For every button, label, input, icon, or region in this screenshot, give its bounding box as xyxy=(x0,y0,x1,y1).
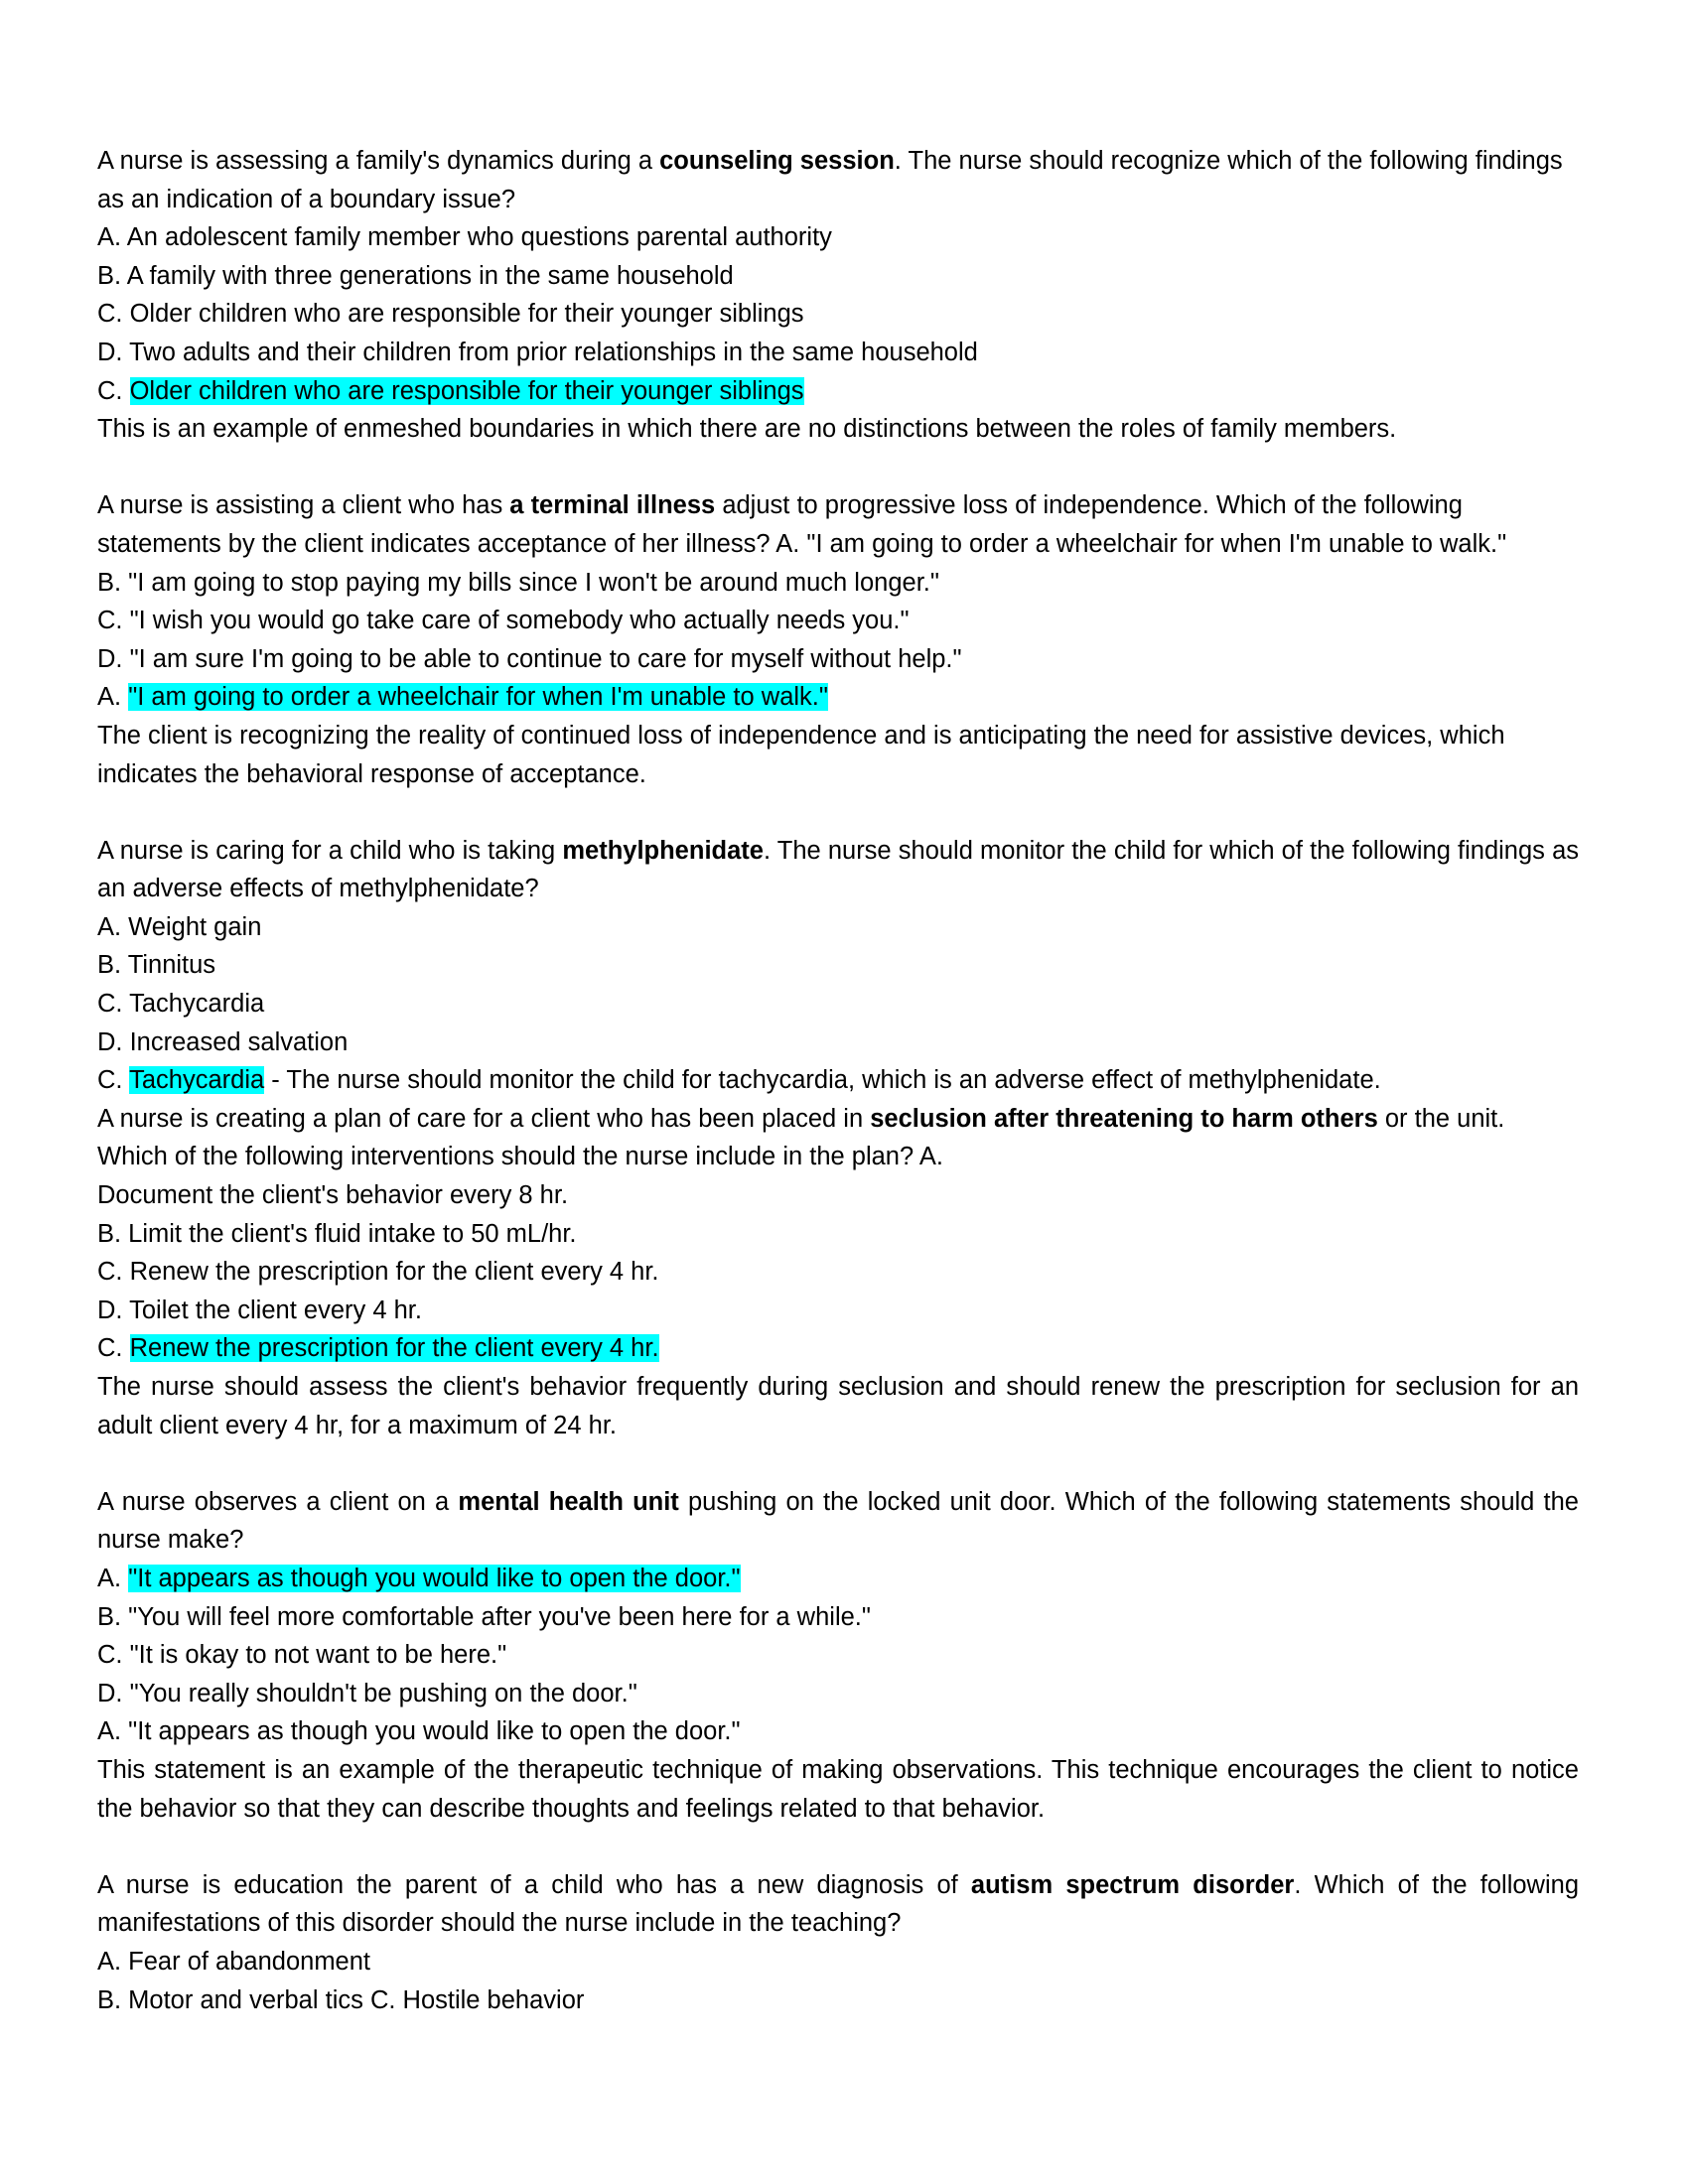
highlighted-answer: "I am going to order a wheelchair for when I'm unable to walk." xyxy=(128,683,828,712)
rationale: The nurse should assess the client's behavior frequently during seclusion and should renew the prescription for seclusion for an adult client every 4 hr, for a maximum of 24 hr. xyxy=(97,1373,1579,1439)
rationale: This is an example of enmeshed boundaries in which there are no distinctions between the roles of family members. xyxy=(97,415,1397,444)
document-body xyxy=(97,142,1579,2019)
option-d: D. "I am sure I'm going to be able to continue to care for myself without help." xyxy=(97,644,962,673)
option-c: C. Tachycardia xyxy=(97,990,265,1019)
option-c: C. Older children who are responsible for their younger siblings xyxy=(97,300,804,329)
question-2 xyxy=(97,486,1579,793)
stem-keyword: autism spectrum disorder xyxy=(970,1870,1295,1899)
answer-line: A. "I am going to order a wheelchair for when I'm unable to walk." xyxy=(97,683,828,712)
stem-keyword: counseling session xyxy=(659,147,895,175)
option-d: D. Two adults and their children from prior relationships in the same household xyxy=(97,338,978,366)
option-b: B. Limit the client's fluid intake to 50 mL/hr. xyxy=(97,1219,577,1248)
highlighted-answer: Older children who are responsible for their younger siblings xyxy=(129,376,804,405)
option-c: C. "I wish you would go take care of somebody who actually needs you." xyxy=(97,607,910,635)
question-stem: A nurse is education the parent of a child who has a new diagnosis of autism spectrum disorder. Which of the following manifestations of this disorder should the nurse include in the teaching? xyxy=(97,1870,1580,1938)
option-a: A. An adolescent family member who questions parental authority xyxy=(97,223,832,252)
question-1 xyxy=(97,142,1579,449)
question-stem: A nurse is assessing a family's dynamics during a counseling session. The nurse should recognize which of the following findings as an indication of a boundary issue? xyxy=(97,147,1563,213)
option-a: A. Weight gain xyxy=(97,912,262,941)
option-d: D. Increased salvation xyxy=(97,1027,349,1056)
option-a: Document the client's behavior every 8 hr. xyxy=(97,1181,569,1210)
rationale: The client is recognizing the reality of continued loss of independence and is anticipating the need for assistive devices, which indicates the behavioral response of acceptance. xyxy=(97,721,1505,788)
option-b: B. "You will feel more comfortable after you've been here for a while." xyxy=(97,1602,871,1631)
question-stem: A nurse is creating a plan of care for a client who has been placed in seclusion after threatening to harm others or the unit. Which of the following interventions should the nurse include in the plan? A. xyxy=(97,1104,1505,1171)
answer-line: C. Renew the prescription for the client every 4 hr. xyxy=(97,1334,659,1363)
option-c: C. Renew the prescription for the client every 4 hr. xyxy=(97,1258,659,1287)
stem-keyword: seclusion after threatening to harm others xyxy=(870,1104,1378,1133)
answer-line: A. "It appears as though you would like to open the door." xyxy=(97,1717,741,1746)
question-stem: A nurse is caring for a child who is taking methylphenidate. The nurse should monitor the child for which of the following findings as an adverse effects of methylphenidate? xyxy=(97,836,1579,903)
answer-explanation: - The nurse should monitor the child for tachycardia, which is an adverse effect of methylphenidate. xyxy=(264,1066,1381,1095)
question-3 xyxy=(97,832,1579,1100)
option-b: B. Tinnitus xyxy=(97,951,216,980)
option-d: D. Toilet the client every 4 hr. xyxy=(97,1296,422,1324)
highlighted-answer: Renew the prescription for the client every 4 hr. xyxy=(129,1334,659,1363)
option-a: A. "It appears as though you would like to open the door." xyxy=(97,1564,741,1592)
option-b: B. Motor and verbal tics C. Hostile behavior xyxy=(97,1985,585,2014)
answer-line: C. Tachycardia - The nurse should monitor the child for tachycardia, which is an adverse effect of methylphenidate. xyxy=(97,1066,1381,1095)
stem-keyword: a terminal illness xyxy=(509,491,716,520)
option-b: B. "I am going to stop paying my bills since I won't be around much longer." xyxy=(97,568,939,597)
option-c: C. "It is okay to not want to be here." xyxy=(97,1641,507,1670)
stem-keyword: methylphenidate xyxy=(562,836,764,865)
question-5 xyxy=(97,1483,1579,1828)
option-a: A. Fear of abandonment xyxy=(97,1947,371,1976)
stem-keyword: mental health unit xyxy=(458,1487,679,1516)
question-6 xyxy=(97,1866,1579,2019)
highlighted-answer: Tachycardia xyxy=(129,1066,265,1095)
rationale: This statement is an example of the therapeutic technique of making observations. This technique encourages the client to notice the behavior so that they can describe thoughts and feelings related to that behavior. xyxy=(97,1755,1579,1823)
question-stem: A nurse is assisting a client who has a terminal illness adjust to progressive loss of independence. Which of the following statements by the client indicates acceptance of her illness? A. "I am going to order a wheelchair for when I'm unable to walk." xyxy=(97,491,1507,558)
question-4 xyxy=(97,1100,1579,1444)
question-stem: A nurse observes a client on a mental health unit pushing on the locked unit door. Which of the following statements should the nurse make? xyxy=(97,1487,1579,1555)
option-d: D. "You really shouldn't be pushing on the door." xyxy=(97,1679,637,1707)
option-b: B. A family with three generations in the same household xyxy=(97,261,734,290)
answer-line: C. Older children who are responsible for their younger siblings xyxy=(97,376,804,405)
highlighted-answer: "It appears as though you would like to open the door." xyxy=(128,1564,741,1592)
